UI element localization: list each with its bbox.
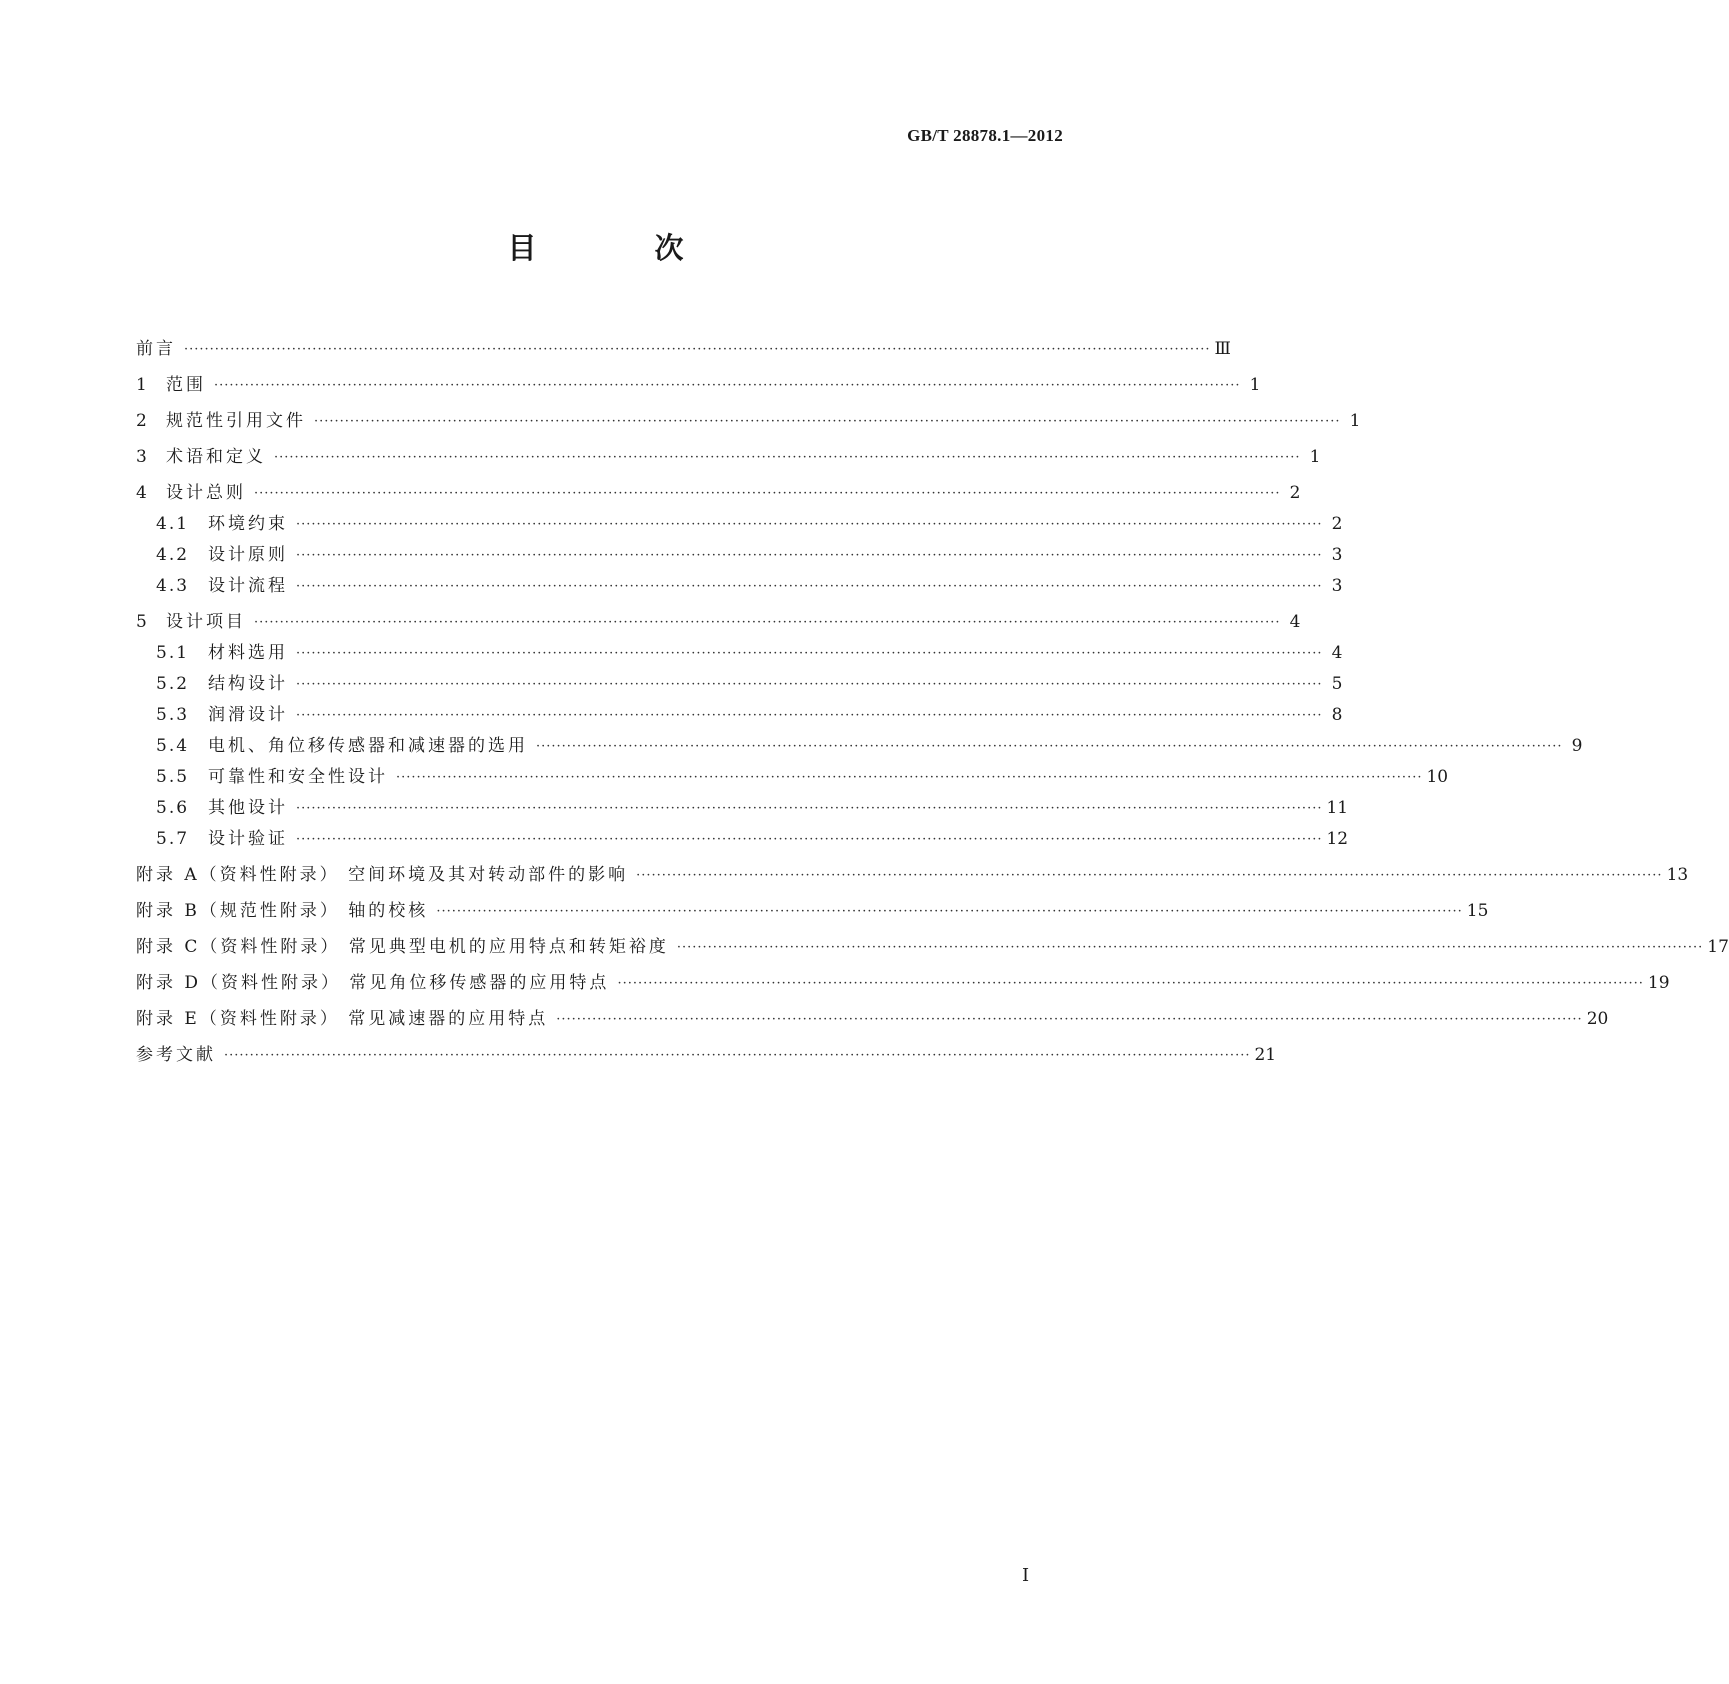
dot-leader: ········································································································································································································ xyxy=(296,548,1323,563)
toc-entry-number: 5.4 xyxy=(156,736,190,756)
toc-entry-page: 20 xyxy=(1586,1009,1609,1029)
toc-entry-number: 4.2 xyxy=(156,545,190,565)
toc-entry-number: 5.6 xyxy=(156,798,190,818)
toc-entry-page: 5 xyxy=(1331,674,1343,694)
toc-entry-appendix-d[interactable] xyxy=(136,957,1670,993)
toc-entry-label: 材料选用 xyxy=(208,643,288,663)
dot-leader: ········································································································································································································ xyxy=(296,832,1323,847)
toc-entry-5[interactable] xyxy=(136,596,1301,632)
toc-entry-label: 规范性引用文件 xyxy=(166,411,306,431)
toc-entry-4-3[interactable] xyxy=(136,565,1343,596)
dot-leader: ········································································································································································································ xyxy=(296,708,1323,723)
toc-entry-label: 设计总则 xyxy=(166,483,246,503)
table-of-contents xyxy=(136,323,1729,1065)
dot-leader: ········································································································································································································ xyxy=(536,739,1563,754)
toc-entry-page: 4 xyxy=(1331,643,1343,663)
toc-entry-label: 术语和定义 xyxy=(166,447,266,467)
toc-entry-appendix-a[interactable] xyxy=(136,849,1689,885)
toc-entry-page: 19 xyxy=(1647,973,1670,993)
toc-entry-3[interactable] xyxy=(136,431,1321,467)
toc-entry-label: 设计验证 xyxy=(208,829,288,849)
toc-entry-label: 环境约束 xyxy=(208,514,288,534)
dot-leader: ········································································································································································································ xyxy=(636,868,1663,883)
toc-entry-2[interactable] xyxy=(136,395,1361,431)
toc-entry-label: 设计流程 xyxy=(208,576,288,596)
toc-entry-page: 3 xyxy=(1331,545,1343,565)
dot-leader: ········································································································································································································ xyxy=(254,486,1281,501)
dot-leader: ········································································································································································································ xyxy=(224,1048,1251,1063)
toc-entry-page: 8 xyxy=(1331,705,1343,725)
toc-entry-4[interactable] xyxy=(136,467,1301,503)
toc-entry-appendix-b[interactable] xyxy=(136,885,1489,921)
toc-entry-page: 2 xyxy=(1289,483,1301,503)
toc-entry-page: 1 xyxy=(1249,375,1261,395)
toc-entry-label: 附录 C（资料性附录） 常见典型电机的应用特点和转矩裕度 xyxy=(136,937,669,957)
toc-entry-page: 2 xyxy=(1331,514,1343,534)
toc-entry-4-1[interactable] xyxy=(136,503,1343,534)
toc-entry-number: 3 xyxy=(136,447,149,467)
dot-leader: ········································································································································································································ xyxy=(617,976,1644,991)
toc-entry-page: 15 xyxy=(1466,901,1489,921)
dot-leader: ········································································································································································································ xyxy=(274,450,1301,465)
toc-entry-number: 4.1 xyxy=(156,514,190,534)
standard-code: GB/T 28878.1—2012 xyxy=(907,126,1063,145)
toc-entry-page: 1 xyxy=(1349,411,1361,431)
toc-entry-foreword[interactable] xyxy=(136,323,1231,359)
toc-entry-label: 前言 xyxy=(136,339,176,359)
toc-entry-page: 13 xyxy=(1666,865,1689,885)
toc-entry-label: 附录 B（规范性附录） 轴的校核 xyxy=(136,901,429,921)
dot-leader: ········································································································································································································ xyxy=(396,770,1423,785)
dot-leader: ········································································································································································································ xyxy=(436,904,1463,919)
toc-entry-page: 12 xyxy=(1326,829,1349,849)
toc-entry-5-2[interactable] xyxy=(136,663,1343,694)
page-title: 目 次 xyxy=(507,231,738,265)
toc-entry-number: 5.7 xyxy=(156,829,190,849)
page-number: I xyxy=(1022,1565,1030,1586)
toc-entry-label: 附录 E（资料性附录） 常见减速器的应用特点 xyxy=(136,1009,549,1029)
toc-entry-label: 电机、角位移传感器和减速器的选用 xyxy=(208,736,528,756)
toc-entry-label: 范围 xyxy=(166,375,206,395)
toc-entry-number: 1 xyxy=(136,375,149,395)
toc-entry-number: 5.5 xyxy=(156,767,190,787)
toc-entry-page: 4 xyxy=(1289,612,1301,632)
dot-leader: ········································································································································································································ xyxy=(296,579,1323,594)
toc-entry-page: 3 xyxy=(1331,576,1343,596)
dot-leader: ········································································································································································································ xyxy=(296,801,1323,816)
toc-entry-label: 设计项目 xyxy=(166,612,246,632)
dot-leader: ········································································································································································································ xyxy=(184,342,1211,357)
toc-entry-label: 可靠性和安全性设计 xyxy=(208,767,388,787)
toc-entry-appendix-e[interactable] xyxy=(136,993,1609,1029)
dot-leader: ········································································································································································································ xyxy=(314,414,1341,429)
dot-leader: ········································································································································································································ xyxy=(296,677,1323,692)
toc-entry-5-5[interactable] xyxy=(136,756,1449,787)
toc-entry-number: 5.3 xyxy=(156,705,190,725)
dot-leader: ········································································································································································································ xyxy=(556,1012,1583,1027)
toc-entry-label: 其他设计 xyxy=(208,798,288,818)
toc-entry-number: 5.2 xyxy=(156,674,190,694)
toc-entry-label: 结构设计 xyxy=(208,674,288,694)
toc-entry-label: 参考文献 xyxy=(136,1045,216,1065)
dot-leader: ········································································································································································································ xyxy=(296,517,1323,532)
toc-entry-5-6[interactable] xyxy=(136,787,1349,818)
toc-entry-page: 10 xyxy=(1426,767,1449,787)
toc-entry-page: 1 xyxy=(1309,447,1321,467)
toc-entry-references[interactable] xyxy=(136,1029,1277,1065)
toc-entry-5-4[interactable] xyxy=(136,725,1583,756)
toc-entry-label: 附录 D（资料性附录） 常见角位移传感器的应用特点 xyxy=(136,973,610,993)
toc-entry-label: 附录 A（资料性附录） 空间环境及其对转动部件的影响 xyxy=(136,865,629,885)
toc-entry-1[interactable] xyxy=(136,359,1261,395)
toc-entry-page: 9 xyxy=(1571,736,1583,756)
toc-entry-number: 4.3 xyxy=(156,576,190,596)
dot-leader: ········································································································································································································ xyxy=(254,615,1281,630)
toc-entry-appendix-c[interactable] xyxy=(136,921,1729,957)
toc-entry-5-1[interactable] xyxy=(136,632,1343,663)
toc-entry-number: 4 xyxy=(136,483,149,503)
toc-entry-page: 17 xyxy=(1707,937,1729,957)
toc-entry-label: 设计原则 xyxy=(208,545,288,565)
toc-entry-page: 21 xyxy=(1254,1045,1277,1065)
dot-leader: ········································································································································································································ xyxy=(296,646,1323,661)
toc-entry-5-3[interactable] xyxy=(136,694,1343,725)
toc-entry-number: 5.1 xyxy=(156,643,190,663)
toc-entry-number: 5 xyxy=(136,612,149,632)
dot-leader: ········································································································································································································ xyxy=(214,378,1241,393)
toc-entry-number: 2 xyxy=(136,411,149,431)
toc-entry-4-2[interactable] xyxy=(136,534,1343,565)
dot-leader: ········································································································································································································ xyxy=(676,940,1704,955)
toc-entry-page: Ⅲ xyxy=(1214,339,1231,359)
toc-entry-page: 11 xyxy=(1326,798,1349,818)
toc-entry-5-7[interactable] xyxy=(136,818,1349,849)
toc-entry-label: 润滑设计 xyxy=(208,705,288,725)
